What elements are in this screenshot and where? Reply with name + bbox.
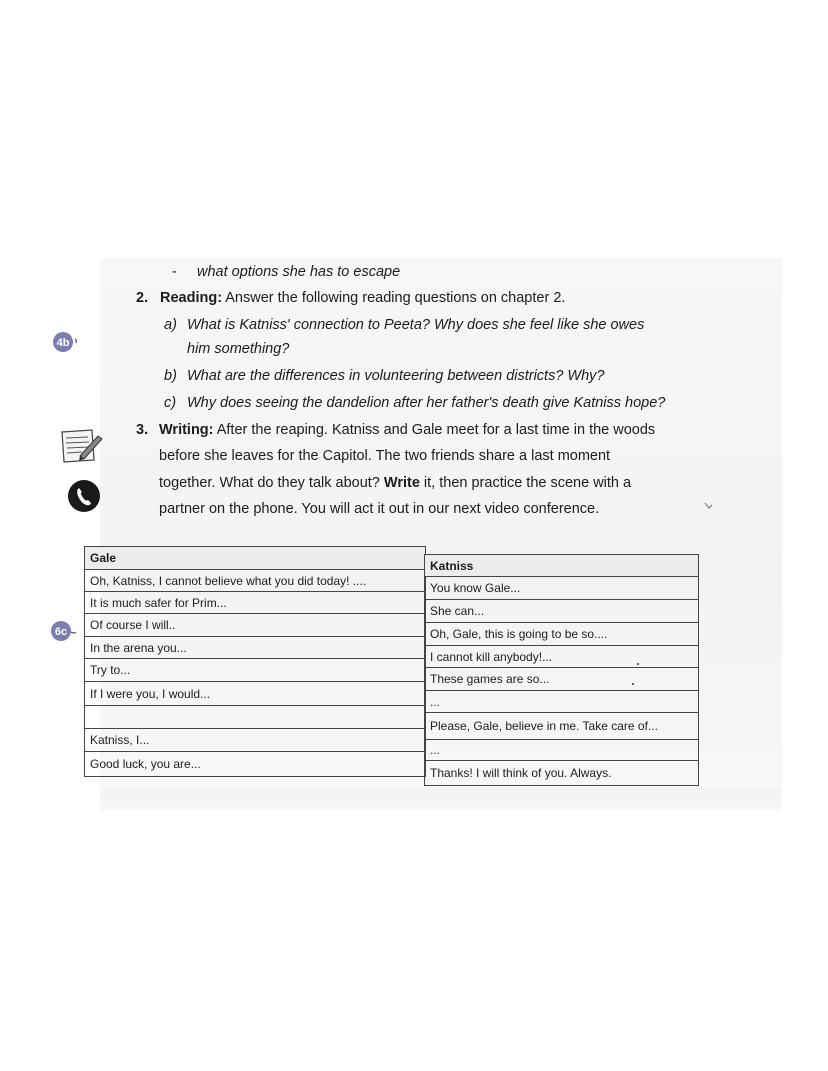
katniss-line-4[interactable]: I cannot kill anybody!... [425,646,698,668]
katniss-line-6[interactable]: ... [425,691,698,713]
item-2-label: Reading: [160,290,223,306]
question-b-text: What are the differences in volunteering between districts? Why? [187,368,605,384]
gale-line-3[interactable]: Of course I will.. [85,614,425,637]
katniss-line-2[interactable]: She can... [425,600,698,623]
katniss-header: Katniss [425,555,698,577]
gale-line-6[interactable]: If I were you, I would... [85,682,425,706]
item-2-text: Answer the following reading questions on chapter 2. [222,290,566,306]
bullet-escape-text: what options she has to escape [197,264,401,280]
item-3-write-bold: Write [383,475,420,491]
item-2-heading [160,290,565,306]
gale-header: Gale [85,547,425,570]
gale-line-2[interactable]: It is much safer for Prim... [85,592,425,614]
badge-6c-text: 6c [54,626,68,638]
item-3-line1 [159,422,655,438]
katniss-line-9[interactable]: Thanks! I will think of you. Always. [425,761,698,786]
item-3-text1: After the reaping. Katniss and Gale meet for a last time in the woods [213,422,656,438]
item-3-line3b: it, then practice the scene with a [419,475,632,491]
gale-column [84,546,426,777]
margin-tick-mark [704,500,714,512]
badge-4b-text: 4b [56,337,70,349]
writing-notepad-icon [58,426,104,466]
item-3-line3 [159,475,631,491]
katniss-line-8[interactable]: ... [425,740,698,761]
gale-line-1[interactable]: Oh, Katniss, I cannot believe what you did today! .... [85,570,425,592]
item-2-number: 2. [136,290,149,306]
question-a-line2: him something? [187,341,290,357]
bullet-dash: - [172,264,177,280]
item-3-number: 3. [136,422,149,438]
stray-mark [632,683,634,685]
gale-line-7[interactable] [85,706,425,729]
question-c-letter: c) [164,395,177,411]
gale-line-4[interactable]: In the arena you... [85,637,425,659]
katniss-line-7[interactable]: Please, Gale, believe in me. Take care of... [425,713,698,740]
item-3-line4: partner on the phone. You will act it out in our next video conference. [159,501,600,517]
question-c-text: Why does seeing the dandelion after her father's death give Katniss hope? [187,395,666,411]
gale-line-9[interactable]: Good luck, you are... [85,752,425,777]
katniss-line-3[interactable]: Oh, Gale, this is going to be so.... [425,623,698,646]
item-3-line3a: together. What do they talk about? [159,475,384,491]
question-a-line1: What is Katniss' connection to Peeta? Why does she feel like she owes [187,317,645,333]
gale-line-5[interactable]: Try to... [85,659,425,682]
item-3-label: Writing: [159,422,214,438]
page-shadow [100,788,782,818]
gale-line-8[interactable]: Katniss, I... [85,729,425,752]
writing-badge-icon [50,618,80,644]
phone-icon [67,479,101,513]
katniss-line-5[interactable]: These games are so... [425,668,698,691]
reading-badge-icon [52,330,82,354]
katniss-line-1[interactable]: You know Gale... [425,577,698,600]
stray-mark [637,663,639,665]
question-a-letter: a) [164,317,177,333]
question-b-letter: b) [164,368,177,384]
item-3-line2: before she leaves for the Capitol. The two friends share a last moment [159,448,611,464]
katniss-column [424,554,699,786]
